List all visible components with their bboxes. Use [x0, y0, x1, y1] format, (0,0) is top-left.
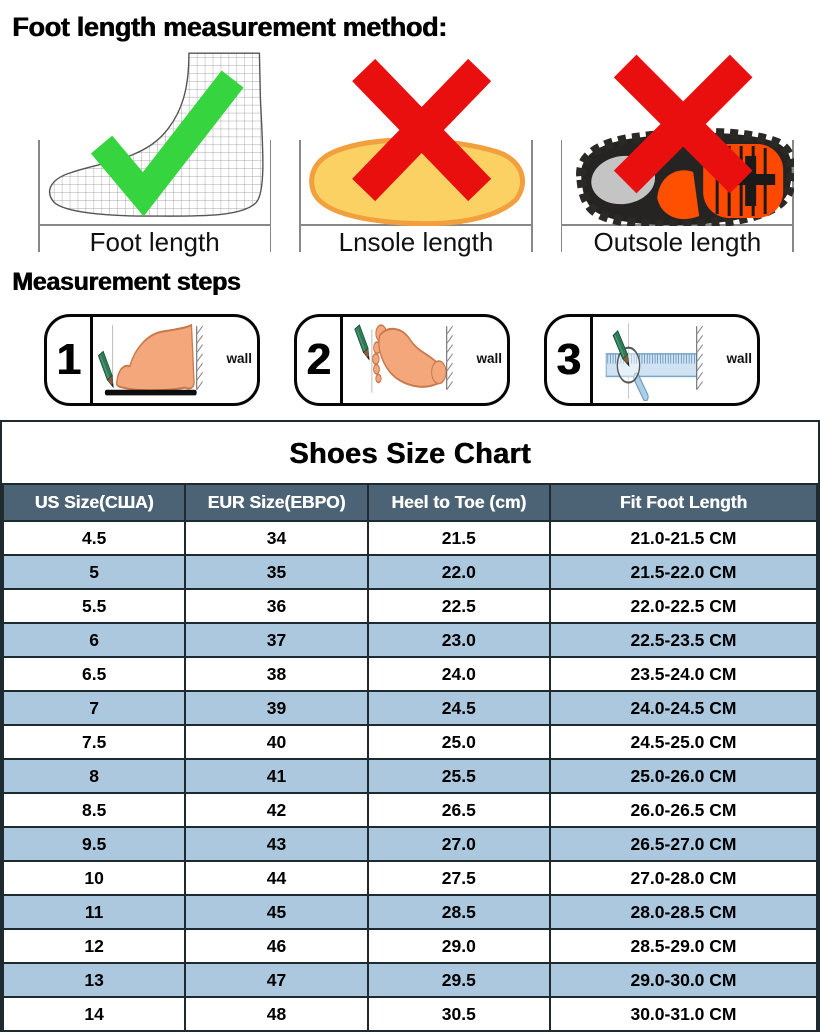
- wall-label: wall: [226, 351, 252, 366]
- size-cell: 26.5: [368, 793, 550, 827]
- step-card-2: [294, 314, 510, 406]
- figure-insole-length: [299, 48, 532, 256]
- size-cell: 37: [185, 623, 367, 657]
- size-cell: 6.5: [3, 657, 185, 691]
- size-row: [3, 997, 817, 1031]
- size-cell: 8.5: [3, 793, 185, 827]
- size-cell: 24.0: [368, 657, 550, 691]
- tread-slot-v: [745, 156, 756, 206]
- size-chart-table: [2, 483, 818, 1032]
- size-cell: 24.5: [368, 691, 550, 725]
- size-cell: 21.0-21.5 CM: [550, 521, 817, 555]
- size-row: [3, 589, 817, 623]
- size-cell: 13: [3, 963, 185, 997]
- size-cell: 4.5: [3, 521, 185, 555]
- size-cell: 48: [185, 997, 367, 1031]
- size-cell: 41: [185, 759, 367, 793]
- figure-label-insole-length: Lnsole length: [338, 227, 494, 257]
- column-header: EUR Size(ЕВРО): [185, 484, 367, 521]
- column-header: Fit Foot Length: [550, 484, 817, 521]
- size-cell: 27.5: [368, 861, 550, 895]
- foot-wireframe-illustration: [38, 48, 271, 226]
- foot-side-view-drawing: [97, 319, 219, 401]
- step-number: 1: [47, 317, 93, 403]
- size-cell: 34: [185, 521, 367, 555]
- page: [0, 10, 820, 1034]
- wall-label: wall: [476, 351, 502, 366]
- wall-hatch-icon: [447, 326, 453, 390]
- ruler-measure-drawing: [597, 319, 719, 401]
- size-cell: 7: [3, 691, 185, 725]
- size-cell: 24.0-24.5 CM: [550, 691, 817, 725]
- pencil-icon: [98, 351, 116, 390]
- size-cell: 24.5-25.0 CM: [550, 725, 817, 759]
- size-cell: 39: [185, 691, 367, 725]
- step1-illustration: [97, 319, 219, 401]
- size-cell: 22.5-23.5 CM: [550, 623, 817, 657]
- size-cell: 42: [185, 793, 367, 827]
- size-chart-section: [0, 420, 820, 1032]
- size-cell: 29.5: [368, 963, 550, 997]
- size-cell: 43: [185, 827, 367, 861]
- measurement-steps: [44, 314, 760, 406]
- size-cell: 8: [3, 759, 185, 793]
- size-cell: 30.0-31.0 CM: [550, 997, 817, 1031]
- size-cell: 7.5: [3, 725, 185, 759]
- size-cell: 25.5: [368, 759, 550, 793]
- size-row: [3, 657, 817, 691]
- size-cell: 5: [3, 555, 185, 589]
- size-row: [3, 929, 817, 963]
- insole-illustration: [299, 48, 532, 226]
- size-cell: 27.0-28.0 CM: [550, 861, 817, 895]
- wall-label: wall: [726, 351, 752, 366]
- size-cell: 38: [185, 657, 367, 691]
- size-cell: 28.5-29.0 CM: [550, 929, 817, 963]
- size-cell: 23.0: [368, 623, 550, 657]
- size-cell: 10: [3, 861, 185, 895]
- size-cell: 26.0-26.5 CM: [550, 793, 817, 827]
- size-cell: 36: [185, 589, 367, 623]
- size-cell: 29.0: [368, 929, 550, 963]
- size-cell: 22.0: [368, 555, 550, 589]
- column-header: Heel to Toe (cm): [368, 484, 550, 521]
- outsole-illustration: [561, 48, 794, 226]
- size-cell: 22.5: [368, 589, 550, 623]
- size-cell: 45: [185, 895, 367, 929]
- size-row: [3, 691, 817, 725]
- size-cell: 23.5-24.0 CM: [550, 657, 817, 691]
- size-cell: 40: [185, 725, 367, 759]
- step-number: 3: [547, 317, 593, 403]
- steps-heading: Measurement steps: [12, 268, 241, 296]
- size-row: [3, 827, 817, 861]
- size-cell: 25.0-26.0 CM: [550, 759, 817, 793]
- size-cell: 47: [185, 963, 367, 997]
- size-cell: 9.5: [3, 827, 185, 861]
- floor-line: [105, 390, 197, 396]
- size-row: [3, 555, 817, 589]
- column-header: US Size(США): [3, 484, 185, 521]
- figure-foot-length: [38, 48, 271, 256]
- figure-label-foot-length: Foot length: [89, 227, 220, 257]
- size-row: [3, 521, 817, 555]
- size-row: [3, 623, 817, 657]
- figure-outsole-length: [561, 48, 794, 256]
- step-card-1: [44, 314, 260, 406]
- wall-hatch-icon: [197, 326, 203, 390]
- size-row: [3, 725, 817, 759]
- method-figures: [38, 48, 794, 256]
- size-cell: 12: [3, 929, 185, 963]
- step2-illustration: [347, 319, 469, 401]
- foot-side-shape: [117, 325, 194, 390]
- figure-label-outsole-length: Outsole length: [593, 227, 762, 257]
- size-cell: 26.5-27.0 CM: [550, 827, 817, 861]
- size-cell: 21.5: [368, 521, 550, 555]
- size-cell: 27.0: [368, 827, 550, 861]
- table-header-row: [3, 484, 817, 521]
- size-cell: 28.0-28.5 CM: [550, 895, 817, 929]
- size-cell: 30.5: [368, 997, 550, 1031]
- size-row: [3, 861, 817, 895]
- size-row: [3, 895, 817, 929]
- size-cell: 5.5: [3, 589, 185, 623]
- heel-shape: [432, 361, 446, 384]
- size-row: [3, 759, 817, 793]
- step-number: 2: [297, 317, 343, 403]
- foot-top-view-drawing: [347, 319, 469, 401]
- wall-hatch-icon: [697, 326, 703, 390]
- size-cell: 28.5: [368, 895, 550, 929]
- method-heading: Foot length measurement method:: [12, 12, 447, 42]
- size-row: [3, 793, 817, 827]
- size-cell: 22.0-22.5 CM: [550, 589, 817, 623]
- size-chart-title: Shoes Size Chart: [2, 422, 818, 483]
- step-card-3: [544, 314, 760, 406]
- size-cell: 6: [3, 623, 185, 657]
- size-cell: 14: [3, 997, 185, 1031]
- size-cell: 46: [185, 929, 367, 963]
- size-row: [3, 963, 817, 997]
- size-cell: 25.0: [368, 725, 550, 759]
- size-cell: 29.0-30.0 CM: [550, 963, 817, 997]
- step3-illustration: [597, 319, 719, 401]
- pencil-icon: [355, 325, 372, 362]
- size-cell: 44: [185, 861, 367, 895]
- size-cell: 11: [3, 895, 185, 929]
- size-cell: 21.5-22.0 CM: [550, 555, 817, 589]
- size-cell: 35: [185, 555, 367, 589]
